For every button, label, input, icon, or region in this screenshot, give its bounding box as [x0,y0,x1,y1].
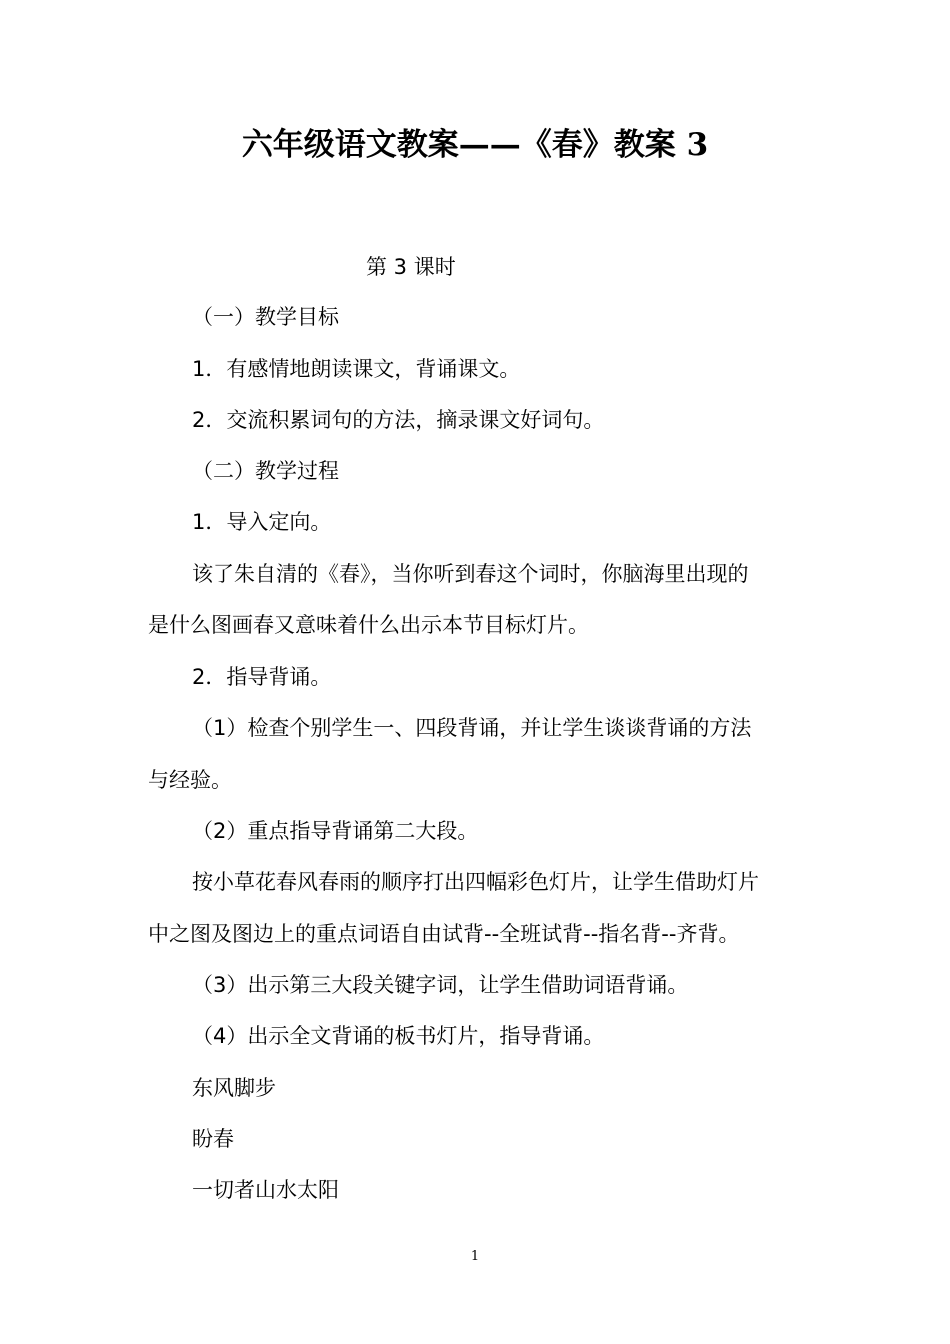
paragraph: 与经验。 [148,768,232,792]
page-number: 1 [470,1249,480,1264]
paragraph: 该了朱自清的《春》，当你听到春这个词时，你脑海里出现的 [192,562,749,586]
paragraph: 1．导入定向。 [192,510,332,534]
lesson-subtitle: 第 3 课时 [366,255,456,279]
paragraph: 按小草花春风春雨的顺序打出四幅彩色灯片，让学生借助灯片 [192,870,759,894]
paragraph: 东风脚步 [192,1076,276,1100]
paragraph: （二）教学过程 [192,459,339,483]
paragraph: 2．交流积累词句的方法，摘录课文好词句。 [192,408,605,432]
paragraph: （4）出示全文背诵的板书灯片，指导背诵。 [192,1024,605,1048]
paragraph: 一切者山水太阳 [192,1178,339,1202]
paragraph: 2．指导背诵。 [192,665,332,689]
paragraph: 是什么图画春又意味着什么出示本节目标灯片。 [148,613,589,637]
paragraph: 中之图及图边上的重点词语自由试背--全班试背--指名背--齐背。 [148,922,740,946]
paragraph: 盼春 [192,1127,234,1151]
paragraph: （2）重点指导背诵第二大段。 [192,819,479,843]
paragraph: （一）教学目标 [192,305,339,329]
paragraph: （1）检查个别学生一、四段背诵，并让学生谈谈背诵的方法 [192,716,752,740]
document-title: 六年级语文教案——《春》教案 3 [241,127,709,163]
paragraph: 1．有感情地朗读课文，背诵课文。 [192,357,521,381]
paragraph: （3）出示第三大段关键字词，让学生借助词语背诵。 [192,973,689,997]
